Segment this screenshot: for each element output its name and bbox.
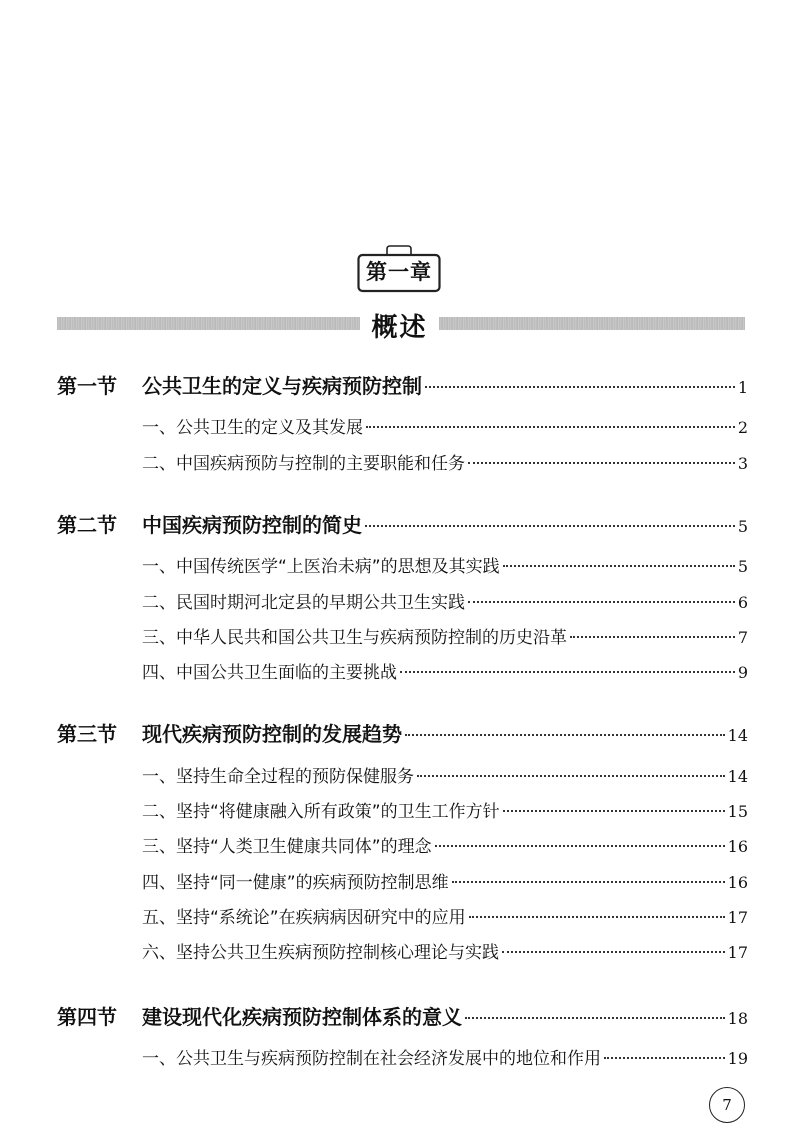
- item-title: 一、坚持生命全过程的预防保健服务: [142, 767, 414, 787]
- title-band-left: [57, 317, 360, 330]
- item-title: 二、中国疾病预防与控制的主要职能和任务: [142, 454, 465, 474]
- section-title: 建设现代化疾病预防控制体系的意义: [142, 1005, 462, 1029]
- item-title: 一、公共卫生与疾病预防控制在社会经济发展中的地位和作用: [142, 1049, 601, 1069]
- toc-item[interactable]: [142, 658, 748, 683]
- item-title: 一、中国传统医学“上医治未病”的思想及其实践: [142, 557, 500, 577]
- item-title: 三、中华人民共和国公共卫生与疾病预防控制的历史沿革: [142, 628, 567, 648]
- dot-leader: [604, 1057, 725, 1059]
- page-ref: 15: [727, 802, 748, 821]
- title-band-right: [439, 317, 745, 330]
- page-ref: 17: [727, 908, 748, 927]
- item-title: 二、坚持“将健康融入所有政策”的卫生工作方针: [142, 802, 500, 822]
- page-ref: 19: [727, 1049, 748, 1068]
- dot-leader: [503, 810, 725, 812]
- dot-leader: [452, 881, 725, 883]
- item-title: 一、公共卫生的定义及其发展: [142, 418, 363, 438]
- dot-leader: [503, 565, 735, 567]
- section-title: 现代疾病预防控制的发展趋势: [142, 722, 402, 746]
- page-ref: 3: [737, 454, 748, 473]
- section-title: 公共卫生的定义与疾病预防控制: [142, 374, 422, 398]
- toc-section[interactable]: [57, 509, 748, 538]
- page-ref: 9: [737, 663, 748, 682]
- page-ref: 14: [727, 726, 748, 745]
- toc-section[interactable]: [57, 370, 748, 399]
- dot-leader: [435, 845, 725, 847]
- dot-leader: [405, 734, 725, 736]
- toc-item[interactable]: [142, 552, 748, 577]
- page-ref: 16: [727, 837, 748, 856]
- page-ref: 7: [737, 628, 748, 647]
- toc-item[interactable]: [142, 762, 748, 787]
- toc-item[interactable]: [142, 832, 748, 857]
- page-number: 7: [709, 1087, 745, 1123]
- dot-leader: [365, 525, 735, 527]
- toc-item[interactable]: [142, 413, 748, 438]
- section-number: 第四节: [57, 1005, 117, 1029]
- page-ref: 18: [727, 1009, 748, 1028]
- page-ref: 2: [737, 418, 748, 437]
- item-title: 六、坚持公共卫生疾病预防控制核心理论与实践: [142, 943, 499, 963]
- toc-item[interactable]: [142, 623, 748, 648]
- page-ref: 6: [737, 593, 748, 612]
- item-title: 四、中国公共卫生面临的主要挑战: [142, 663, 397, 683]
- chapter-badge: [357, 245, 441, 293]
- toc-item[interactable]: [142, 588, 748, 613]
- page-ref: 17: [727, 943, 748, 962]
- section-number: 第三节: [57, 722, 117, 746]
- page-ref: 5: [737, 517, 748, 536]
- item-title: 四、坚持“同一健康”的疾病预防控制思维: [142, 873, 449, 893]
- toc-item[interactable]: [142, 797, 748, 822]
- dot-leader: [502, 951, 725, 953]
- dot-leader: [417, 775, 725, 777]
- toc-item[interactable]: [142, 903, 748, 928]
- dot-leader: [425, 386, 735, 388]
- toc-item[interactable]: [142, 868, 748, 893]
- toc-item[interactable]: [142, 449, 748, 474]
- section-number: 第二节: [57, 513, 117, 537]
- toc-section[interactable]: [57, 718, 748, 747]
- toc-section[interactable]: [57, 1001, 748, 1030]
- page-ref: 16: [727, 873, 748, 892]
- dot-leader: [469, 916, 725, 918]
- dot-leader: [400, 671, 735, 673]
- page-ref: 5: [737, 557, 748, 576]
- dot-leader: [465, 1017, 725, 1019]
- section-number: 第一节: [57, 374, 117, 398]
- section-title: 中国疾病预防控制的简史: [142, 513, 362, 537]
- toc-item[interactable]: [142, 938, 748, 963]
- toc-item[interactable]: [142, 1044, 748, 1069]
- dot-leader: [468, 601, 735, 603]
- dot-leader: [468, 462, 735, 464]
- chapter-title: 概述: [371, 313, 428, 343]
- item-title: 二、民国时期河北定县的早期公共卫生实践: [142, 593, 465, 613]
- page-ref: 1: [737, 378, 748, 397]
- dot-leader: [366, 426, 735, 428]
- page-ref: 14: [727, 767, 748, 786]
- item-title: 三、坚持“人类卫生健康共同体”的理念: [142, 837, 432, 857]
- chapter-label: 第一章: [366, 260, 432, 284]
- dot-leader: [570, 636, 735, 638]
- item-title: 五、坚持“系统论”在疾病病因研究中的应用: [142, 908, 466, 928]
